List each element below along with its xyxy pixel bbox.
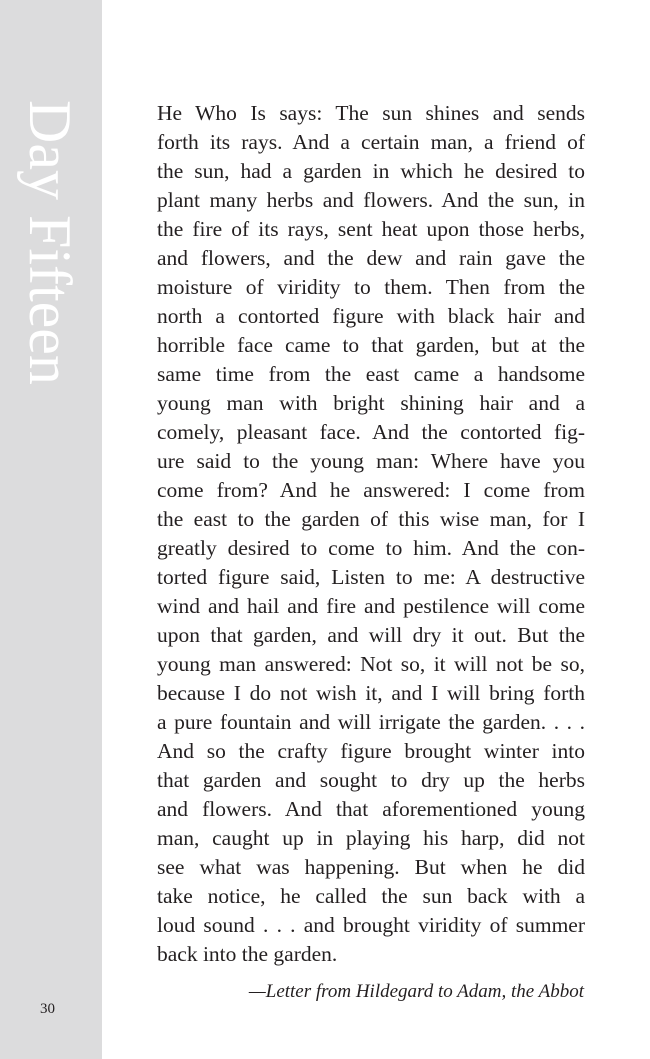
text-line: back into the garden. — [157, 942, 338, 966]
text-line: north a contorted figure with black hair and — [157, 304, 585, 328]
text-line: ure said to the young man: Where have you — [157, 449, 585, 473]
text-line: moisture of viridity to them. Then from the — [157, 275, 585, 299]
text-line: the fire of its rays, sent heat upon those herbs, — [157, 217, 585, 241]
text-line: that garden and sought to dry up the herbs — [157, 768, 585, 792]
text-line: the sun, had a garden in which he desired to — [157, 159, 585, 183]
text-line: horrible face came to that garden, but at the — [157, 333, 585, 357]
side-band — [0, 0, 102, 1059]
text-line: a pure fountain and will irrigate the garden. . . . — [157, 710, 585, 734]
text-line: torted figure said, Listen to me: A destructive — [157, 565, 585, 589]
text-line: comely, pleasant face. And the contorted fig- — [157, 420, 585, 444]
text-line: the east to the garden of this wise man, for I — [157, 507, 585, 531]
text-line: He Who Is says: The sun shines and sends — [157, 101, 585, 125]
text-line: because I do not wish it, and I will bring forth — [157, 681, 585, 705]
text-line: same time from the east came a handsome — [157, 362, 585, 386]
text-line: young man with bright shining hair and a — [157, 391, 585, 415]
chapter-title: Day Fifteen — [17, 100, 83, 385]
body-text — [157, 99, 585, 969]
text-line: man, caught up in playing his harp, did not — [157, 826, 585, 850]
text-line: wind and hail and fire and pestilence will come — [157, 594, 585, 618]
text-line: and flowers, and the dew and rain gave the — [157, 246, 585, 270]
text-line: take notice, he called the sun back with a — [157, 884, 585, 908]
text-line: and flowers. And that aforementioned young — [157, 797, 585, 821]
text-line: upon that garden, and will dry it out. But the — [157, 623, 585, 647]
text-line: forth its rays. And a certain man, a friend of — [157, 130, 585, 154]
text-line: young man answered: Not so, it will not be so, — [157, 652, 585, 676]
text-line: loud sound . . . and brought viridity of summer — [157, 913, 585, 937]
text-line: greatly desired to come to him. And the con- — [157, 536, 585, 560]
text-line: And so the crafty figure brought winter into — [157, 739, 585, 763]
text-line: see what was happening. But when he did — [157, 855, 585, 879]
text-line: come from? And he answered: I come from — [157, 478, 585, 502]
attribution: —Letter from Hildegard to Adam, the Abbot — [248, 981, 584, 1002]
text-line: plant many herbs and flowers. And the sun, in — [157, 188, 585, 212]
page-number: 30 — [40, 1001, 55, 1017]
